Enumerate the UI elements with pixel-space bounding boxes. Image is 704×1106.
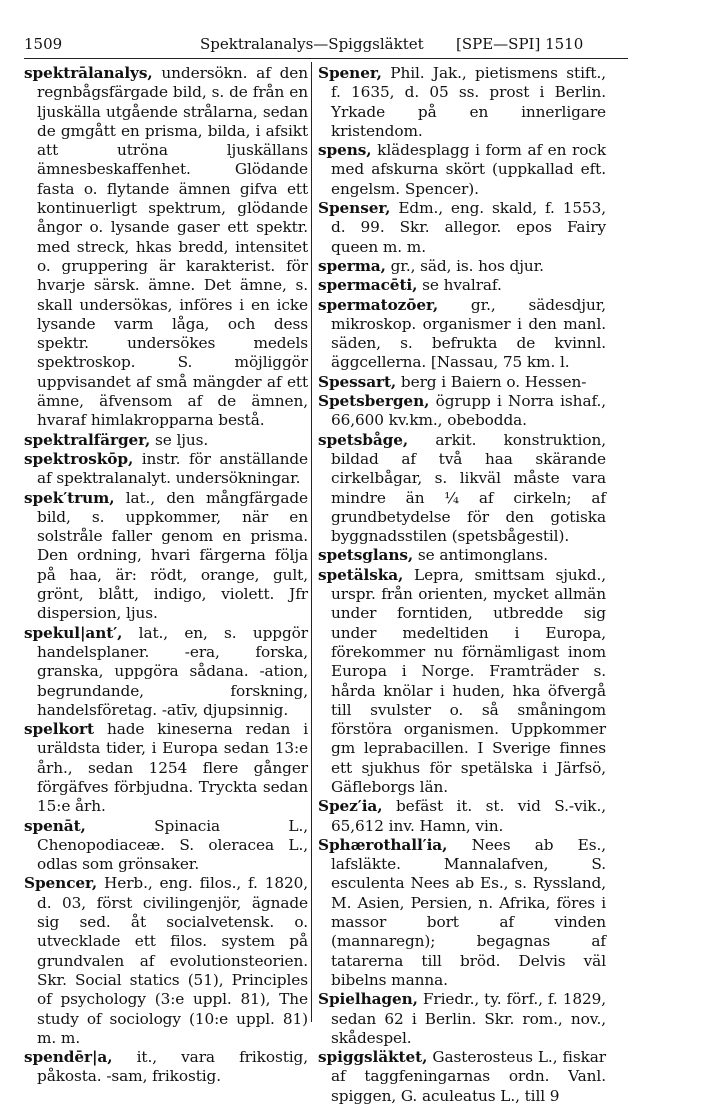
entry-text: ögrupp i Norra ishaf., 66,600 kv.km., obebodda. [331,392,606,430]
entry-text: se hvalraf. [417,276,502,295]
running-title: Spektralanalys—Spiggsläktet [200,35,424,53]
entry-text: se antimonglans. [413,546,548,565]
headword: spiggsläktet, [318,1048,428,1067]
dictionary-entry [318,566,606,798]
dictionary-entry [24,1048,308,1087]
entry-text: Spinacia L., Chenopodiaceæ. S. oleracea L., odlas som grönsaker. [37,816,308,874]
dictionary-entry [318,296,606,373]
headword: Spessart, [318,372,397,391]
headword: sperma, [318,256,386,275]
page-header [0,30,704,58]
headword: spenāt, [24,816,86,835]
dictionary-entry [24,450,308,489]
headword: spetsbåge, [318,430,409,449]
entry-text: Edm., eng. skald, f. 1553, d. 99. Skr. allegor. epos Fairy queen m. m. [331,199,606,256]
entry-text: Phil. Jak., pietismens stift., f. 1635, d. 05 ss. prost i Berlin. Yrkade på en innerligare kristendom. [331,64,606,140]
dictionary-entry [318,990,606,1048]
dictionary-entry [24,489,308,624]
entry-text: Friedr., ty. förf., f. 1829, sedan 62 i Berlin. Skr. rom., nov., skådespel. [331,990,606,1047]
left-column [24,64,308,1087]
right-column [318,64,606,1106]
dictionary-entry [318,1048,606,1106]
entry-text: arkit. konstruktion, bildad af två haa skärande cirkelbågar, s. likväl måste vara mindre än ¼ af cirkeln; af grundbetydelse för den gotiska byggnadsstilen (spetsbågestil). [331,430,606,546]
dictionary-entry [318,546,606,565]
column-divider [311,62,312,1022]
headword: spens, [318,141,372,160]
headword: Spener, [318,64,382,82]
dictionary-entry [24,720,308,816]
entry-text: klädesplagg i form af en rock med afskurna skört (uppkallad eft. engelsm. Spencer). [331,141,606,198]
headword: spermacēti, [318,276,418,295]
headword: spektrālanalys, [24,64,153,82]
dictionary-entry [318,797,606,836]
entry-text: Lepra, smittsam sjukd., urspr. från orienten, mycket allmän under forntiden, utbredde sig under medeltiden i Europa, förekommer nu förnämligast inom Europa i Norge. Framträder s. hårda knölar i huden, hka öfvergå till svulster o. så småningom förstöra organismen. Uppkommer gm leprabacillen. I Sverige finnes ett sjukhus för spetälska i Järfsö, Gäfleborgs län. [331,565,606,796]
entry-text: gr., säd, is. hos djur. [385,256,544,275]
dictionary-entry [318,431,606,547]
headword: spermatozōer, [318,295,439,314]
entry-text: it., vara frikostig, påkosta. -sam, frikostig. [37,1048,308,1086]
entry-text: se ljus. [150,430,209,449]
headword: Spielhagen, [318,990,418,1009]
entry-text: lat., den mångfärgade bild, s. uppkommer, när en solstråle faller genom en prisma. Den ordning, hvari färgerna följa på haa, är: rödt, orange, gult, grönt, blått, indigo, violett. Jfr dispersion, ljus. [37,488,308,623]
headword: Sphærothall′ia, [318,835,448,854]
headword: spetsglans, [318,546,414,565]
dictionary-entry [24,624,308,720]
dictionary-entry [318,276,606,295]
dictionary-entry [318,64,606,141]
dictionary-entry [318,199,606,257]
dictionary-entry [318,836,606,990]
headword: Spez′ia, [318,797,383,816]
entry-text: lat., en, s. uppgör handelsplaner. -era, forska, granska, uppgöra sådana. -ation, begrundande, forskning, handelsföretag. -atīv, djupsinnig. [37,623,308,719]
dictionary-entry [318,257,606,276]
entry-text: gr., sädesdjur, mikroskop. organismer i den manl. säden, s. befrukta de kvinnl. äggcellerna. [Nassau, 75 km. l. [331,295,606,372]
headword: spekul|ant′, [24,623,123,642]
page-range-right: [SPE—SPI] 1510 [456,35,584,53]
headword: Spetsbergen, [318,392,430,411]
dictionary-entry [318,392,606,431]
dictionary-entry [24,431,308,450]
header-rule [24,58,628,59]
headword: spektralfärger, [24,430,151,449]
entry-text: hade kineserna redan i uräldsta tider, i Europa sedan 13:e årh., sedan 1254 flere gånger förgäfves förbjudna. Tryckta sedan 15:e årh. [37,720,308,816]
entry-text: undersökn. af den regnbågsfärgade bild, s. de från en ljuskälla utgående strålarna, sedan de gmgått en prisma, bilda, i afsikt att utröna ljuskällans ämnesbeskaffenhet. Glödande fasta o. flytande ämnen gifva ett kontinuerligt spektrum, glödande ångor o. lysande gaser ett spektr. med streck, hkas bredd, intensitet o. gruppering är karakterist. för hvarje särsk. ämne. Det ämne, s. skall undersökas, införes i en icke lysande varm låga, och dess spektr. undersökes medels spektroskop. S. möjliggör uppvisandet af små mängder af ett ämne, äfvensom af de ämnen, hvaraf himlakropparna bestå. [37,64,308,430]
dictionary-entry [24,874,308,1048]
dictionary-entry [318,373,606,392]
headword: Spencer, [24,874,98,893]
headword: spetälska, [318,565,404,584]
entry-text: instr. för anställande af spektralanalyt. undersökningar. [37,449,308,488]
headword: spektroskōp, [24,449,134,468]
headword: spendēr|a, [24,1048,113,1067]
headword: spelkort [24,720,94,739]
entry-text: Herb., eng. filos., f. 1820, d. 03, först civilingenjör, ägnade sig sed. åt socialvetensk. o. utvecklade ett filos. system på grundvalen af evolutionsteorien. Skr. Social statics (51), Principles of psychology (3:e uppl. 81), The study of sociology (10:e uppl. 81) m. m. [37,874,308,1047]
headword: Spenser, [318,199,391,218]
dictionary-entry [24,64,308,431]
headword: spek′trum, [24,488,115,507]
entry-text: befäst it. st. vid S.-vik., 65,612 inv. Hamn, vin. [331,797,606,835]
entry-text: Gasterosteus L., fiskar af taggfeningarnas ordn. Vanl. spiggen, G. aculeatus L., till 9 [331,1048,606,1105]
entry-text: berg i Baiern o. Hessen- [396,372,587,391]
dictionary-entry [24,817,308,875]
entry-text: Nees ab Es., lafsläkte. Mannalafven, S. esculenta Nees ab Es., s. Ryssland, M. Asien, Persien, n. Afrika, föres i massor bort af vinden (mannaregn); begagnas af tatarerna till bröd. Delvis väl bibelns manna. [331,835,606,989]
dictionary-entry [318,141,606,199]
page-number-left: 1509 [24,35,63,53]
